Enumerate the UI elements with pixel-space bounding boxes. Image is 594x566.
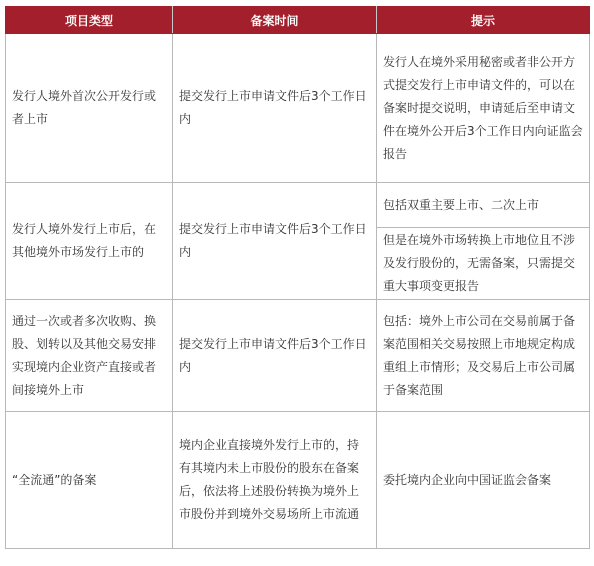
table-header-row [6, 7, 590, 34]
cell-project-type: 通过一次或者多次收购、换股、划转以及其他交易安排实现境内企业资产直接或者间接境外上市 [6, 300, 173, 412]
cell-tips: 但是在境外市场转换上市地位且不涉及发行股份的，无需备案，只需提交重大事项变更报告 [377, 228, 590, 300]
cell-filing-time: 提交发行上市申请文件后3个工作日内 [173, 183, 377, 300]
table-row [6, 300, 590, 412]
cell-filing-time: 提交发行上市申请文件后3个工作日内 [173, 300, 377, 412]
cell-project-type: 发行人境外发行上市后，在其他境外市场发行上市的 [6, 183, 173, 300]
cell-tips: 包括双重主要上市、二次上市 [377, 183, 590, 228]
cell-filing-time: 境内企业直接境外发行上市的，持有其境内未上市股份的股东在备案后，依法将上述股份转换为境外上市股份并到境外交易场所上市流通 [173, 412, 377, 549]
cell-tips: 包括：境外上市公司在交易前属于备案范围相关交易按照上市地规定构成重组上市情形；及交易后上市公司属于备案范围 [377, 300, 590, 412]
cell-project-type: “全流通”的备案 [6, 412, 173, 549]
header-tips: 提示 [377, 7, 590, 34]
header-filing-time: 备案时间 [173, 7, 377, 34]
header-project-type: 项目类型 [6, 7, 173, 34]
table-row [6, 412, 590, 549]
table-row [6, 183, 590, 228]
cell-tips: 委托境内企业向中国证监会备案 [377, 412, 590, 549]
cell-filing-time: 提交发行上市申请文件后3个工作日内 [173, 34, 377, 183]
cell-project-type: 发行人境外首次公开发行或者上市 [6, 34, 173, 183]
table-row [6, 34, 590, 183]
filing-requirements-table [5, 6, 590, 549]
cell-tips: 发行人在境外采用秘密或者非公开方式提交发行上市申请文件的，可以在备案时提交说明，申请延后至申请文件在境外公开后3个工作日内向证监会报告 [377, 34, 590, 183]
